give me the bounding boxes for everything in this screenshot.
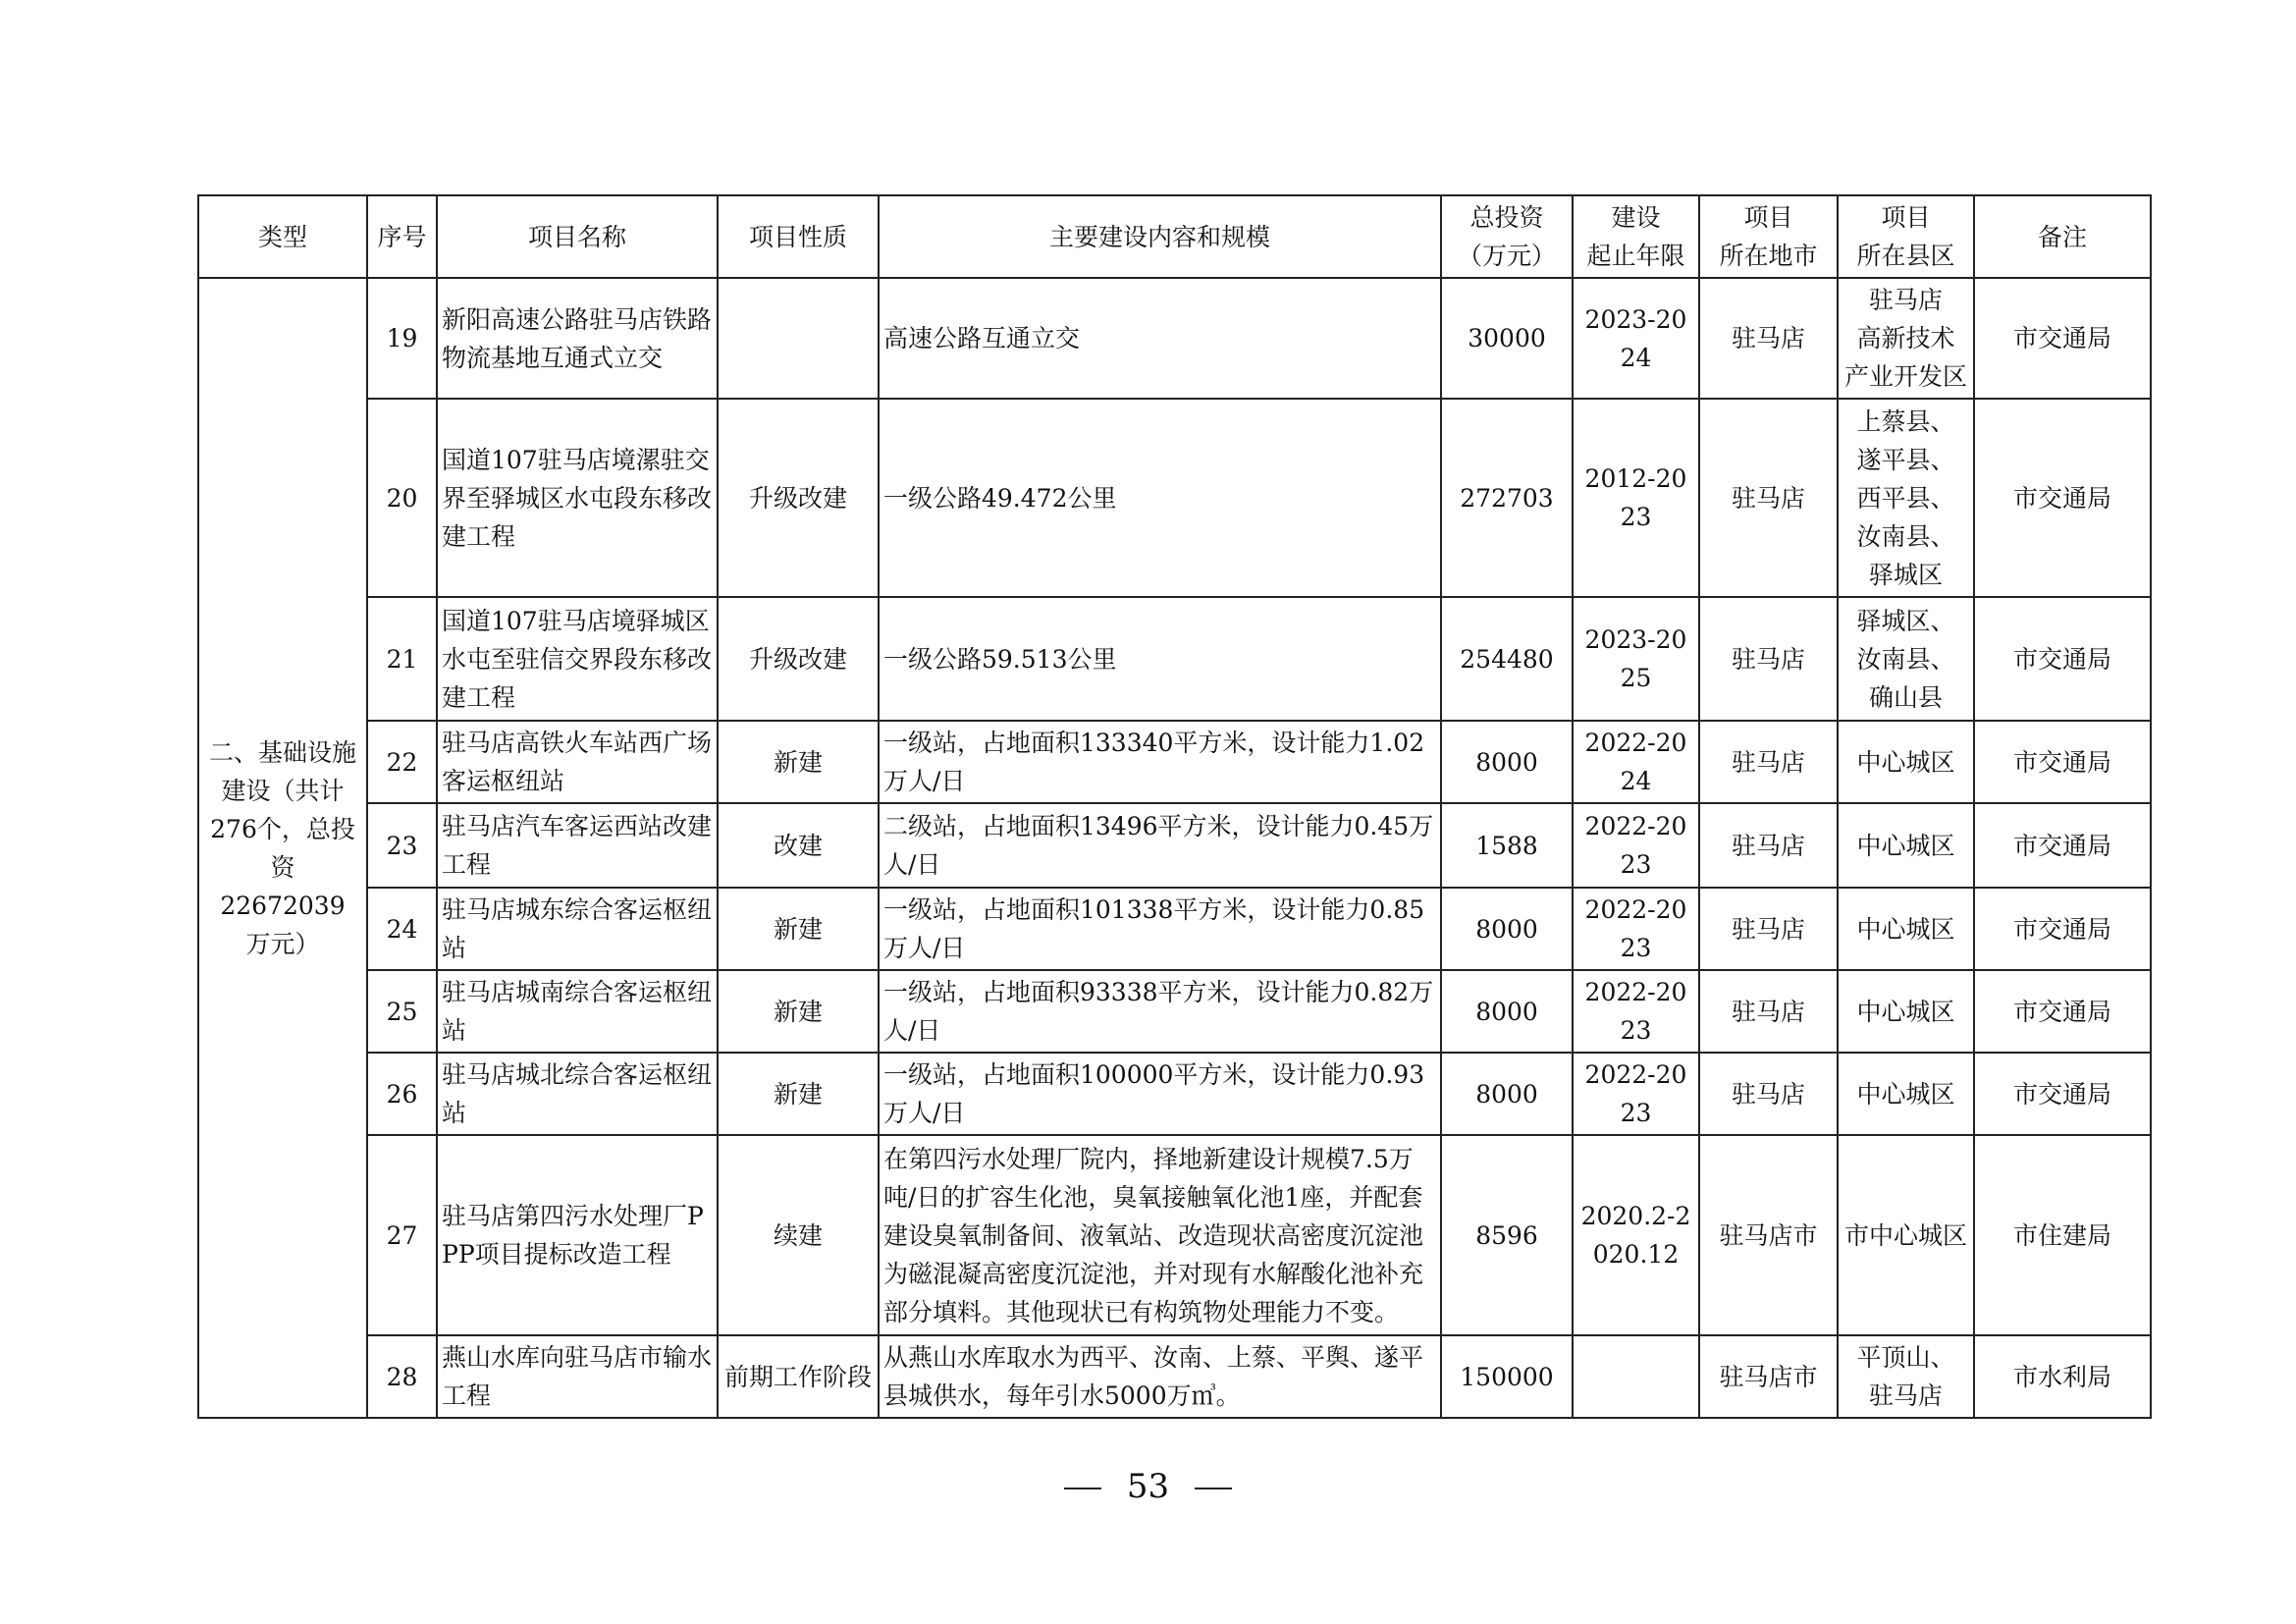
cell-no: 25 [367, 970, 437, 1053]
cell-years: 2022-2023 [1573, 803, 1699, 888]
cell-invest: 150000 [1441, 1335, 1573, 1418]
cell-city: 驻马店 [1699, 888, 1838, 970]
cell-city: 驻马店 [1699, 970, 1838, 1053]
cell-remark: 市水利局 [1974, 1335, 2151, 1418]
cell-nature: 新建 [718, 970, 879, 1053]
cell-content: 在第四污水处理厂院内，择地新建设计规模7.5万吨/日的扩容生化池，臭氧接触氧化池1座，并配套建设臭氧制备间、液氧站、改造现状高密度沉淀池为磁混凝高密度沉淀池，并对现有水解酸化池补充部分填料。其他现状已有构筑物处理能力不变。 [879, 1135, 1441, 1335]
cell-remark: 市交通局 [1974, 970, 2151, 1053]
cell-nature: 新建 [718, 1053, 879, 1135]
table-row [198, 1053, 2151, 1135]
cell-years: 2022-2023 [1573, 888, 1699, 970]
cell-nature [718, 278, 879, 399]
cell-name: 驻马店高铁火车站西广场客运枢纽站 [437, 721, 718, 803]
cell-invest: 8000 [1441, 1053, 1573, 1135]
cell-content: 一级站，占地面积101338平方米，设计能力0.85万人/日 [879, 888, 1441, 970]
cell-years: 2023-2024 [1573, 278, 1699, 399]
cell-no: 20 [367, 399, 437, 597]
cell-city: 驻马店 [1699, 399, 1838, 597]
header-type: 类型 [198, 195, 367, 278]
cell-city: 驻马店 [1699, 1053, 1838, 1135]
cell-name: 国道107驻马店境漯驻交界至驿城区水屯段东移改建工程 [437, 399, 718, 597]
cell-city: 驻马店 [1699, 721, 1838, 803]
cell-name: 新阳高速公路驻马店铁路物流基地互通式立交 [437, 278, 718, 399]
cell-content: 从燕山水库取水为西平、汝南、上蔡、平舆、遂平县城供水，每年引水5000万㎥。 [879, 1335, 1441, 1418]
cell-content: 一级公路59.513公里 [879, 597, 1441, 721]
cell-content: 一级公路49.472公里 [879, 399, 1441, 597]
cell-nature: 前期工作阶段 [718, 1335, 879, 1418]
table-row [198, 970, 2151, 1053]
cell-name: 驻马店城北综合客运枢纽站 [437, 1053, 718, 1135]
header-remark: 备注 [1974, 195, 2151, 278]
cell-years: 2012-2023 [1573, 399, 1699, 597]
table-body [198, 278, 2151, 1418]
cell-invest: 8596 [1441, 1135, 1573, 1335]
cell-remark: 市交通局 [1974, 721, 2151, 803]
cell-no: 22 [367, 721, 437, 803]
table-row [198, 399, 2151, 597]
cell-city: 驻马店 [1699, 597, 1838, 721]
cell-remark: 市交通局 [1974, 278, 2151, 399]
cell-county: 中心城区 [1838, 1053, 1974, 1135]
cell-content: 二级站，占地面积13496平方米，设计能力0.45万人/日 [879, 803, 1441, 888]
cell-invest: 1588 [1441, 803, 1573, 888]
header-invest: 总投资 （万元） [1441, 195, 1573, 278]
header-city: 项目 所在地市 [1699, 195, 1838, 278]
cell-no: 21 [367, 597, 437, 721]
cell-county: 平顶山、 驻马店 [1838, 1335, 1974, 1418]
cell-nature: 升级改建 [718, 597, 879, 721]
cell-city: 驻马店市 [1699, 1335, 1838, 1418]
table-row [198, 721, 2151, 803]
cell-county: 中心城区 [1838, 888, 1974, 970]
cell-invest: 272703 [1441, 399, 1573, 597]
page-number-text: 53 [1126, 1467, 1170, 1506]
cell-name: 驻马店城南综合客运枢纽站 [437, 970, 718, 1053]
cell-no: 24 [367, 888, 437, 970]
table-row [198, 888, 2151, 970]
table-row [198, 597, 2151, 721]
cell-name: 驻马店第四污水处理厂PPP项目提标改造工程 [437, 1135, 718, 1335]
cell-county: 中心城区 [1838, 721, 1974, 803]
cell-name: 国道107驻马店境驿城区水屯至驻信交界段东移改建工程 [437, 597, 718, 721]
cell-years: 2023-2025 [1573, 597, 1699, 721]
cell-remark: 市住建局 [1974, 1135, 2151, 1335]
cell-remark: 市交通局 [1974, 1053, 2151, 1135]
cell-no: 27 [367, 1135, 437, 1335]
cell-years: 2022-2024 [1573, 721, 1699, 803]
header-content: 主要建设内容和规模 [879, 195, 1441, 278]
cell-county: 中心城区 [1838, 803, 1974, 888]
cell-no: 26 [367, 1053, 437, 1135]
cell-remark: 市交通局 [1974, 803, 2151, 888]
cell-nature: 续建 [718, 1135, 879, 1335]
page-number-dash-left [1064, 1488, 1101, 1489]
cell-content: 一级站，占地面积133340平方米，设计能力1.02万人/日 [879, 721, 1441, 803]
project-table [197, 194, 2152, 1419]
cell-name: 驻马店城东综合客运枢纽站 [437, 888, 718, 970]
cell-invest: 8000 [1441, 888, 1573, 970]
header-name: 项目名称 [437, 195, 718, 278]
cell-no: 19 [367, 278, 437, 399]
cell-nature: 新建 [718, 721, 879, 803]
cell-county: 驻马店 高新技术 产业开发区 [1838, 278, 1974, 399]
cell-years: 2020.2-2020.12 [1573, 1135, 1699, 1335]
cell-invest: 8000 [1441, 970, 1573, 1053]
header-no: 序号 [367, 195, 437, 278]
header-nature: 项目性质 [718, 195, 879, 278]
cell-city: 驻马店市 [1699, 1135, 1838, 1335]
cell-county: 市中心城区 [1838, 1135, 1974, 1335]
cell-name: 燕山水库向驻马店市输水工程 [437, 1335, 718, 1418]
page-number [0, 1467, 2296, 1506]
cell-years: 2022-2023 [1573, 970, 1699, 1053]
cell-content: 一级站，占地面积93338平方米，设计能力0.82万人/日 [879, 970, 1441, 1053]
cell-county: 驿城区、 汝南县、 确山县 [1838, 597, 1974, 721]
cell-name: 驻马店汽车客运西站改建工程 [437, 803, 718, 888]
header-county: 项目 所在县区 [1838, 195, 1974, 278]
cell-city: 驻马店 [1699, 803, 1838, 888]
table-row [198, 278, 2151, 399]
cell-no: 28 [367, 1335, 437, 1418]
cell-county: 上蔡县、 遂平县、 西平县、 汝南县、 驿城区 [1838, 399, 1974, 597]
cell-nature: 新建 [718, 888, 879, 970]
table-row [198, 1335, 2151, 1418]
cell-invest: 8000 [1441, 721, 1573, 803]
cell-content: 一级站，占地面积100000平方米，设计能力0.93万人/日 [879, 1053, 1441, 1135]
cell-nature: 升级改建 [718, 399, 879, 597]
cell-remark: 市交通局 [1974, 597, 2151, 721]
cell-years: 2022-2023 [1573, 1053, 1699, 1135]
cell-remark: 市交通局 [1974, 399, 2151, 597]
table-row [198, 803, 2151, 888]
cell-invest: 30000 [1441, 278, 1573, 399]
cell-nature: 改建 [718, 803, 879, 888]
table-row [198, 1135, 2151, 1335]
cell-remark: 市交通局 [1974, 888, 2151, 970]
cell-content: 高速公路互通立交 [879, 278, 1441, 399]
cell-no: 23 [367, 803, 437, 888]
page-number-dash-right [1195, 1488, 1232, 1489]
cell-years [1573, 1335, 1699, 1418]
cell-invest: 254480 [1441, 597, 1573, 721]
table-header-row [198, 195, 2151, 278]
category-cell: 二、基础设施 建设（共计 276个，总投资 22672039 万元） [198, 278, 367, 1418]
header-years: 建设 起止年限 [1573, 195, 1699, 278]
cell-county: 中心城区 [1838, 970, 1974, 1053]
cell-city: 驻马店 [1699, 278, 1838, 399]
